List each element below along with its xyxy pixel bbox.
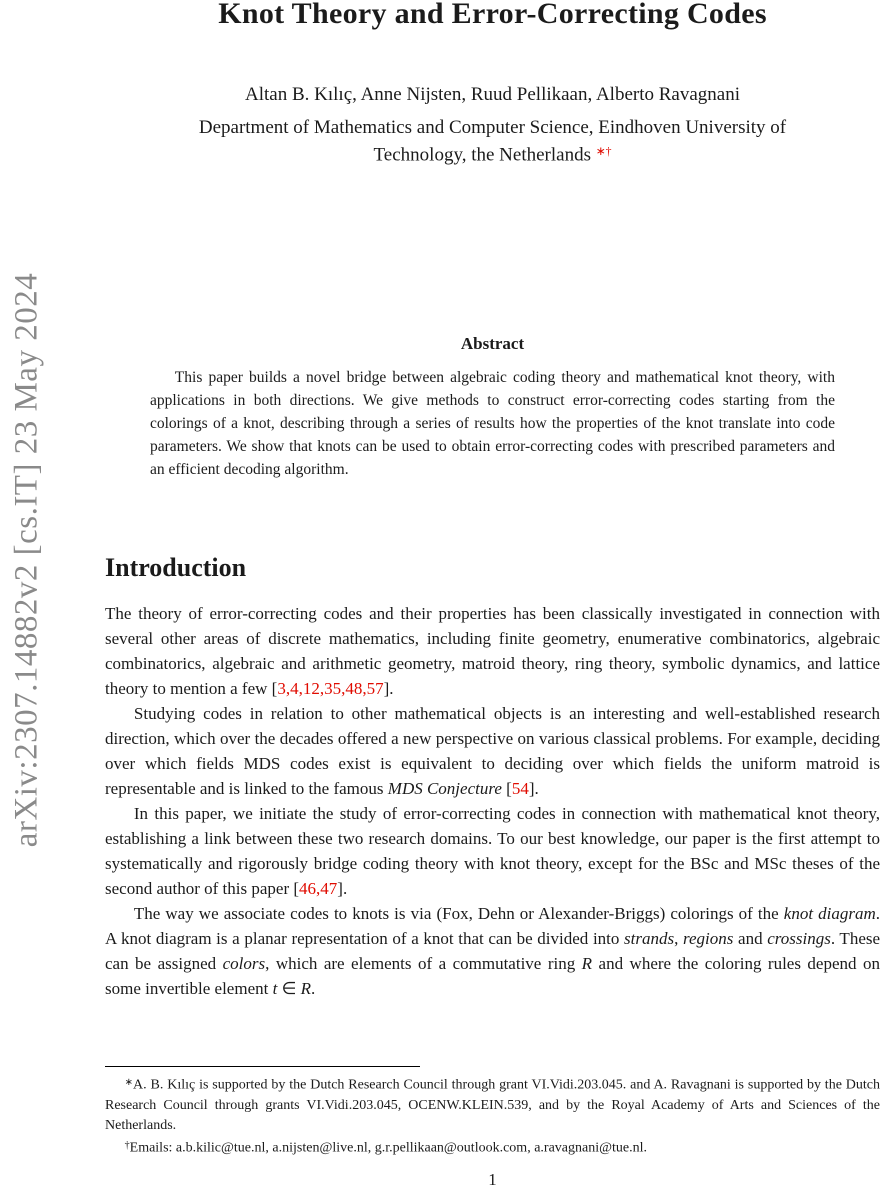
text-segment: [ (501, 779, 512, 798)
text-segment: . (311, 979, 316, 998)
footnote-rule (105, 1066, 420, 1067)
text-segment: and (733, 929, 768, 948)
footnote-marker-link[interactable]: ∗† (595, 145, 612, 158)
text-segment: ]. (528, 779, 539, 798)
text-segment: R (300, 979, 312, 998)
text-segment: crossings (767, 929, 831, 948)
text-segment: A. B. Kılıç is supported by the Dutch Research Council through grant VI.Vidi.203.045. and A. Ravagnani is supported by the Dutch Research Council through grants VI.Vidi.203.045, OCENW.KLEIN.539, and by the Royal Academy of Arts and Sciences of the Netherlands. (105, 1077, 880, 1133)
text-segment: t (272, 979, 278, 998)
text-segment: . A knot diagram is a planar representation of a knot that can be divided into (105, 904, 880, 948)
paragraph-4 (105, 901, 880, 1001)
text-segment: Technology, the Netherlands (373, 144, 596, 166)
affiliation-line-2 (105, 144, 880, 166)
text-segment: ]. (383, 679, 394, 698)
text-segment: ∈ (277, 979, 301, 998)
text-segment: The way we associate codes to knots is via (Fox, Dehn or Alexander-Briggs) colorings of the (133, 904, 784, 923)
footnote-emails (105, 1136, 880, 1159)
text-segment: Studying codes in relation to other mathematical objects is an interesting and well-established research direction, which over the decades offered a new perspective on various classical problems. For example, deciding over which fields MDS codes exist is equivalent to deciding over which fields the uniform matroid is representable and is linked to the famous (105, 704, 880, 798)
text-segment: † (124, 1139, 130, 1151)
text-segment: ∗ (124, 1077, 134, 1088)
paragraph-3 (105, 801, 880, 901)
citation-link[interactable]: 46,47 (299, 879, 338, 898)
text-segment: . These can be assigned (105, 929, 881, 973)
text-segment: , which are elements of a commutative ring (265, 954, 582, 973)
paragraph-2 (105, 701, 880, 801)
authors-line: Altan B. Kılıç, Anne Nijsten, Ruud Pellikaan, Alberto Ravagnani (245, 84, 740, 105)
text-segment: regions (683, 929, 734, 948)
text-segment: R (581, 954, 593, 973)
abstract-heading: Abstract (460, 334, 525, 353)
footnotes (105, 1073, 880, 1158)
arxiv-watermark: arXiv:2307.14882v2 [cs.IT] 23 May 2024 (8, 272, 45, 848)
text-segment: strands (624, 929, 675, 948)
citation-link[interactable]: 3,4,12,35,48,57 (277, 679, 384, 698)
text-segment: In this paper, we initiate the study of error-correcting codes in connection with mathematical knot theory, establishing a link between these two research domains. To our best knowledge, our paper is the first attempt to systematically and rigorously bridge coding theory with knot theory, except for the BSc and MSc theses of the second author of this paper [ (105, 804, 880, 898)
text-segment: knot diagram (783, 904, 876, 923)
citation-link[interactable]: 54 (511, 779, 529, 798)
affiliation-line-1: Department of Mathematics and Computer Science, Eindhoven University of (198, 117, 787, 138)
abstract-text: This paper builds a novel bridge between algebraic coding theory and mathematical knot theory, with applications in both directions. We give methods to construct error-correcting codes starting from the colorings of a knot, describing through a series of results how the properties of the knot translate into code parameters. We show that knots can be used to obtain error-correcting codes with prescribed parameters and an efficient decoding algorithm. (150, 369, 835, 478)
paragraph-1 (105, 601, 880, 701)
footnote-support (105, 1073, 880, 1136)
section-heading-introduction: Introduction (105, 553, 247, 582)
text-segment: The theory of error-correcting codes and their properties has been classically investigated in connection with several other areas of discrete mathematics, including finite geometry, enumerative combinatorics, algebraic combinatorics, algebraic and arithmetic geometry, matroid theory, ring theory, symbolic dynamics, and lattice theory to mention a few [ (105, 604, 880, 698)
text-segment: , (674, 929, 684, 948)
page-content (105, 0, 880, 1200)
text-segment: and where the coloring rules depend on some invertible element (105, 954, 880, 998)
paper-title: Knot Theory and Error-Correcting Codes (218, 0, 767, 30)
text-segment: Emails: a.b.kilic@tue.nl, a.nijsten@live.nl, g.r.pellikaan@outlook.com, a.ravagnani@tue.nl. (129, 1140, 647, 1156)
page-number: 1 (488, 1170, 497, 1189)
text-segment: colors (222, 954, 266, 973)
text-segment: ]. (337, 879, 348, 898)
text-segment: MDS Conjecture (387, 779, 502, 798)
introduction-body (105, 601, 880, 1001)
